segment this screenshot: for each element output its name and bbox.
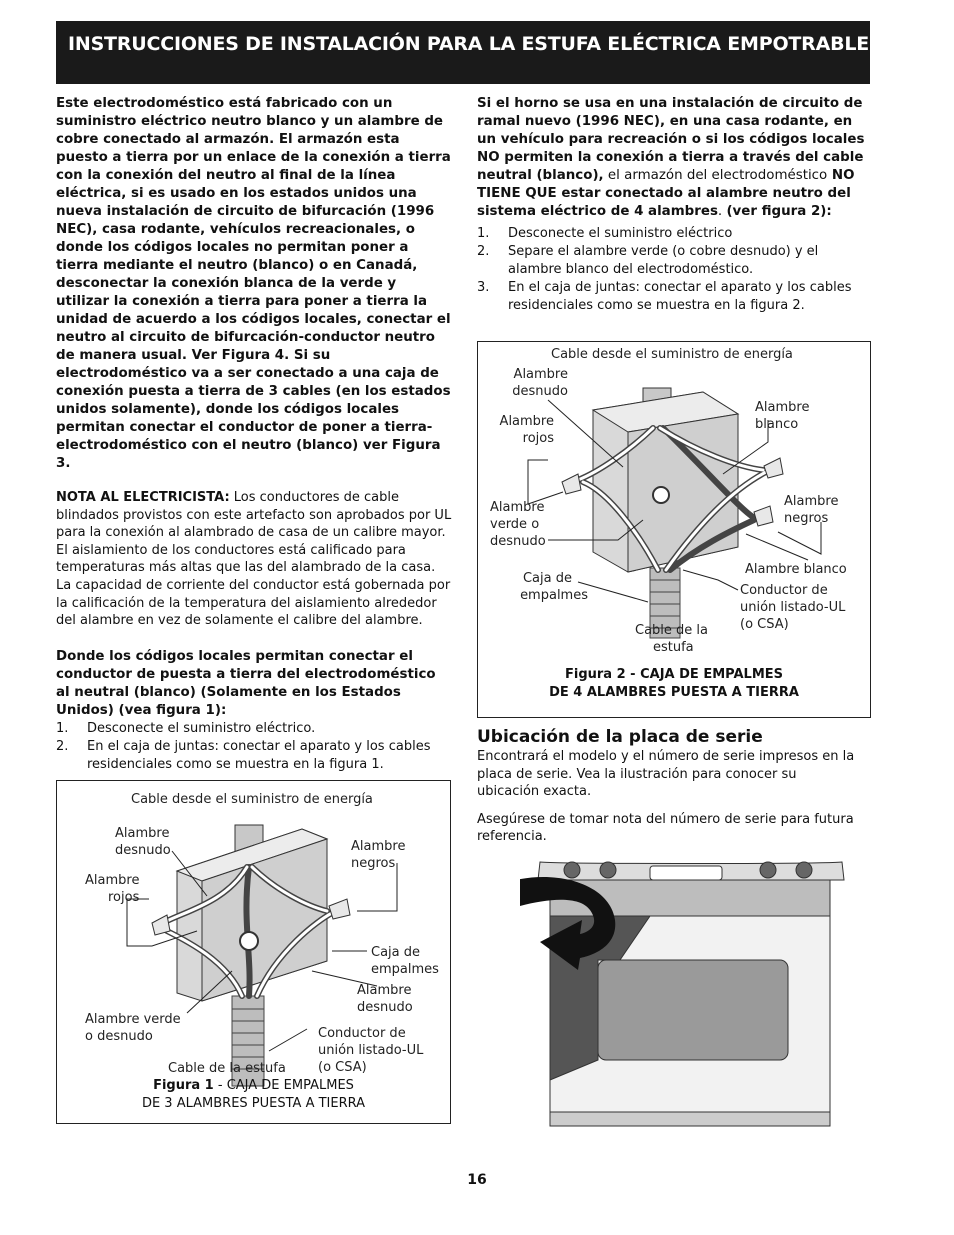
local-codes-paragraph: Donde los códigos locales permitan conectar el conductor de puesta a tierra del electrodoméstico al neutral (blanco) (Solamente en los Estados Unidos) (vea figura 1): xyxy=(56,648,436,718)
right-intro-paragraph: Si el horno se usa en una instalación de circuito de ramal nuevo (1996 NEC), en una casa rodante, en un vehículo para recreación o si los códigos locales NO permiten la conexión a tierra a través del cable neutral (blanco), el armazón del electrodoméstico NO TIENE QUE estar conectado al alambre neutro del sistema eléctrico de 4 alambres. (ver figura 2): xyxy=(477,96,865,219)
fig1-green-label-2: o desnudo xyxy=(85,1029,153,1044)
fig2-green-label-1: Alambre xyxy=(490,500,545,515)
range-illustration xyxy=(520,850,860,1130)
fig2-conductor-label-2: unión listado-UL xyxy=(740,600,846,615)
fig1-range-cable-label: Cable de la estufa xyxy=(168,1061,286,1076)
fig1-bare2-label-2: desnudo xyxy=(357,1000,413,1015)
fig1-conductor-label-3: (o CSA) xyxy=(318,1060,367,1075)
fig2-range-label-1: Cable de la xyxy=(635,623,708,638)
left-column xyxy=(56,95,452,774)
list-item: 2. En el caja de juntas: conectar el aparato y los cables residenciales como se muestra en la figura 1. xyxy=(56,738,431,772)
fig1-bare-label-2: desnudo xyxy=(115,843,171,858)
list-item: 1. Desconecte el suministro eléctrico xyxy=(477,226,733,241)
list-item: 1. Desconecte el suministro eléctrico. xyxy=(56,720,316,736)
fig2-range-label-2: estufa xyxy=(653,640,694,655)
figure-1 xyxy=(56,780,451,1124)
fig1-caption-line-2: DE 3 ALAMBRES PUESTA A TIERRA xyxy=(141,1096,366,1111)
fig2-red-label-1: Alambre xyxy=(499,414,554,429)
electrician-note xyxy=(56,489,452,630)
fig1-bare-label-1: Alambre xyxy=(115,826,170,841)
right-steps-list xyxy=(477,225,871,315)
figure-2 xyxy=(477,341,871,718)
fig1-red-label-1: Alambre xyxy=(85,873,140,888)
serial-section-title: Ubicación de la placa de serie xyxy=(477,727,763,747)
fig2-supply-label: Cable desde el suministro de energía xyxy=(551,347,793,362)
page-number: 16 xyxy=(467,1172,487,1188)
fig2-white2-label: Alambre blanco xyxy=(745,562,847,577)
fig1-black-label-2: negros xyxy=(351,856,396,871)
fig1-green-label-1: Alambre verde xyxy=(85,1012,181,1027)
left-steps-list xyxy=(56,720,452,774)
fig2-white-label-2: blanco xyxy=(755,417,799,432)
fig1-caption-line-1: Figura 1 - CAJA DE EMPALMES xyxy=(153,1078,354,1093)
note-text: Los conductores de cable blindados provistos con este artefacto son aprobados por UL para la conexión al alambrado de casa de un calibre mayor. El aislamiento de los conductores está calificado para temperaturas más altas que las del alambrado de la casa. La capacidad de corriente del conductor está gobernada por la calificación de la temperatura del aislamiento alrededor del alambre en vez de solamente el calibre del alambre. xyxy=(56,490,452,629)
fig2-caption-line-2: DE 4 ALAMBRES PUESTA A TIERRA xyxy=(549,685,799,700)
list-item: 2. Separe el alambre verde (o cobre desnudo) y el alambre blanco del electrodoméstico. xyxy=(477,244,819,277)
fig2-bare-label-1: Alambre xyxy=(513,367,568,382)
serial-paragraph-1: Encontrará el modelo y el número de serie impresos en la placa de serie. Vea la ilustración para conocer su ubicación exacta. xyxy=(477,749,855,799)
fig2-green-label-2: verde o xyxy=(490,517,540,532)
fig1-supply-label: Cable desde el suministro de energía xyxy=(131,792,373,807)
fig2-bare-label-2: desnudo xyxy=(512,384,568,399)
fig2-box-label-1: Caja de xyxy=(522,571,572,586)
note-label: NOTA AL ELECTRICISTA: xyxy=(56,490,230,505)
fig2-red-label-2: rojos xyxy=(522,431,554,446)
fig2-conductor-label-3: (o CSA) xyxy=(740,617,789,632)
page-header xyxy=(56,21,946,84)
fig2-white-label-1: Alambre xyxy=(755,400,810,415)
serial-section-text xyxy=(477,748,857,846)
fig2-black-label-1: Alambre xyxy=(784,494,839,509)
fig1-red-label-2: rojos xyxy=(108,890,140,905)
fig1-box-label-1: Caja de xyxy=(371,945,421,960)
page-title: INSTRUCCIONES DE INSTALACIÓN PARA LA ESTUFA ELÉCTRICA EMPOTRABLE DE 30" xyxy=(68,33,946,55)
fig1-box-label-2: empalmes xyxy=(371,962,439,977)
fig2-box-label-2: empalmes xyxy=(520,588,588,603)
fig2-caption-line-1: Figura 2 - CAJA DE EMPALMES xyxy=(565,667,783,682)
fig1-conductor-label-2: unión listado-UL xyxy=(318,1043,424,1058)
right-column xyxy=(477,95,871,315)
serial-paragraph-2: Asegúrese de tomar nota del número de serie para futura referencia. xyxy=(477,811,854,844)
fig1-bare2-label-1: Alambre xyxy=(357,983,412,998)
list-item: 3. En el caja de juntas: conectar el aparato y los cables residenciales como se muestra en la figura 2. xyxy=(477,280,852,313)
fig2-black-label-2: negros xyxy=(784,511,829,526)
fig2-conductor-label-1: Conductor de xyxy=(740,583,828,598)
fig1-black-label-1: Alambre xyxy=(351,839,406,854)
fig1-conductor-label-1: Conductor de xyxy=(318,1026,406,1041)
intro-paragraph: Este electrodoméstico está fabricado con un suministro eléctrico neutro blanco y un alambre de cobre conectado al armazón. El armazón esta puesto a tierra por un enlace de la conexión a tierra con la conexión del neutro al final de la línea eléctrica, si es usado en los estados unidos una nueva instalación de circuito de bifurcación (1996 NEC), casa rodante, vehículos recreacionales, o donde los códigos locales no permitan poner a tierra mediante el neutro (blanco) o en Canadá, desconectar la conexión blanca de la verde y utilizar la conexión a tierra para poner a tierra la unidad de acuerdo a los códigos locales, conectar el neutro al circuito de bifurcación-conductor neutro de manera usual. Ver Figura 4. Si su electrodoméstico va a ser conectado a una caja de conexión puesta a tierra de 3 cables (en los estados unidos solamente), donde los códigos locales permitan conectar el conductor de poner a tierra-electrodoméstico con el neutro (blanco) ver Figura 3. xyxy=(56,96,451,471)
fig2-green-label-3: desnudo xyxy=(490,534,546,549)
